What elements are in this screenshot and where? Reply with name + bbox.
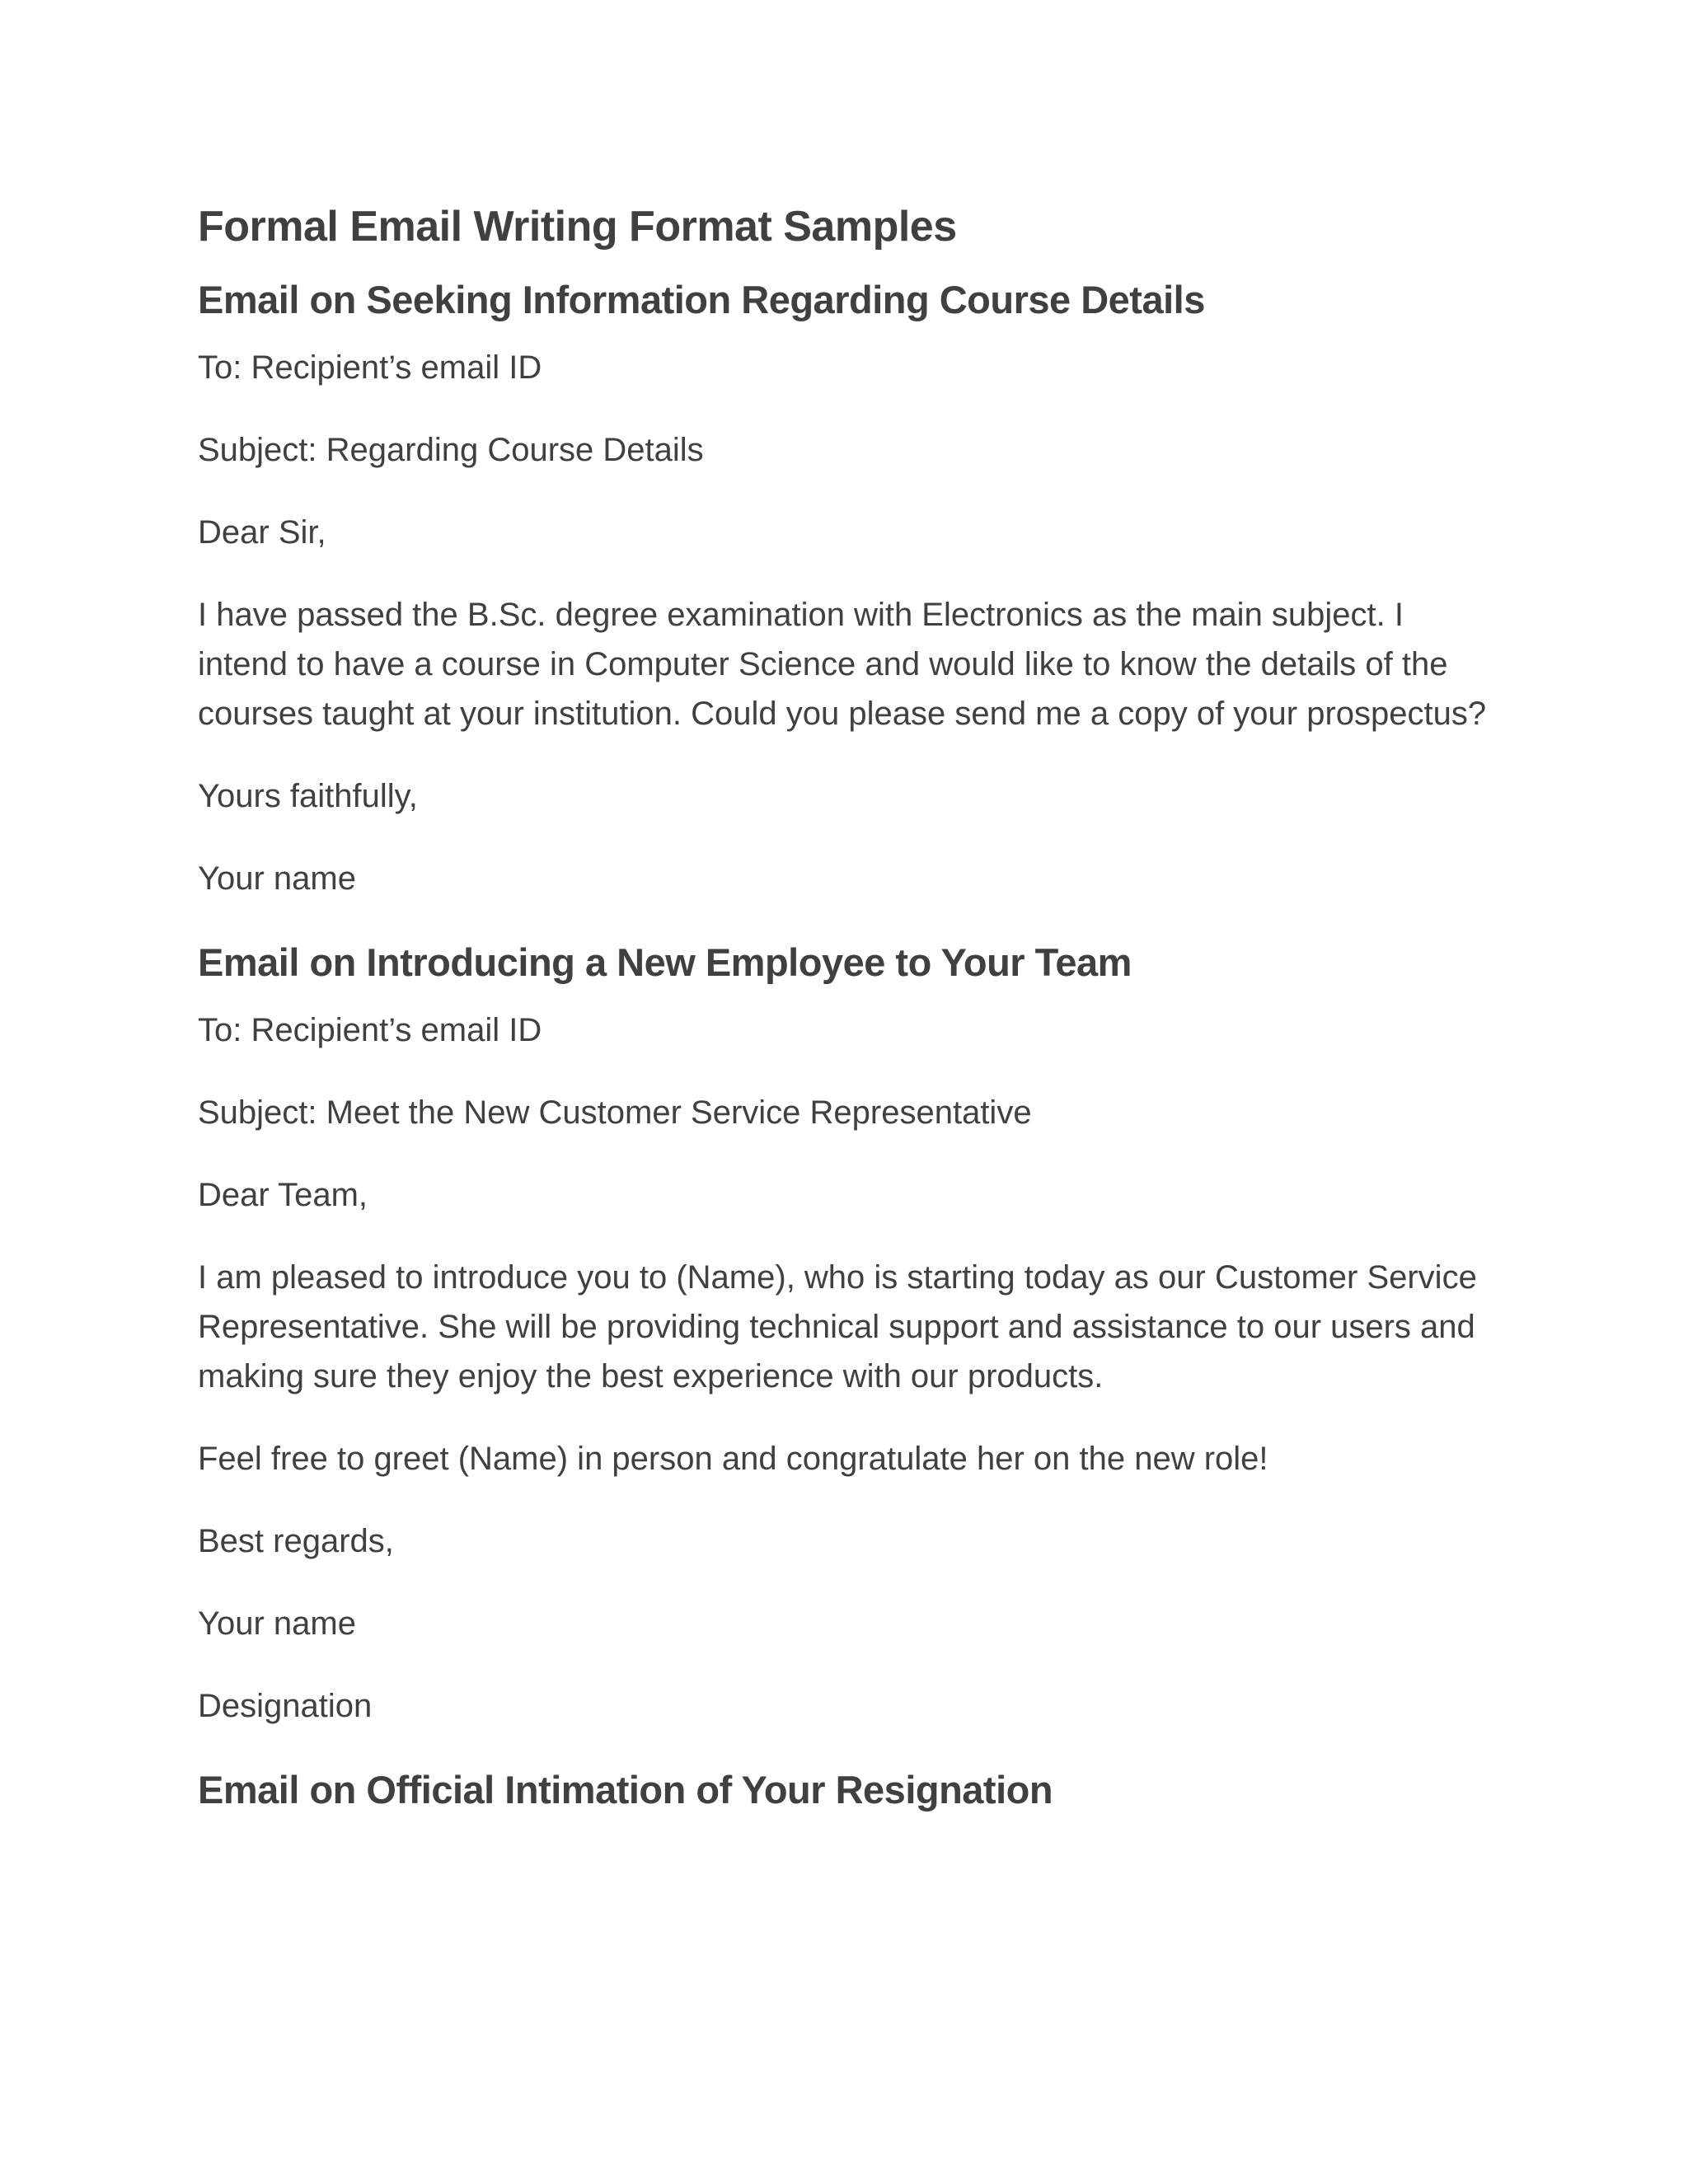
document-page	[198, 198, 1500, 1833]
email-signature-designation: Designation	[198, 1688, 373, 1724]
email-closing: Yours faithfully,	[198, 778, 418, 814]
email-to-line: To: Recipient’s email ID	[198, 1012, 542, 1048]
email-salutation: Dear Team,	[198, 1177, 368, 1213]
email-subject-line: Subject: Regarding Course Details	[198, 432, 704, 468]
email-closing: Best regards,	[198, 1523, 394, 1559]
document-title: Formal Email Writing Format Samples	[198, 203, 957, 251]
email-signature-name: Your name	[198, 1605, 356, 1642]
email-sample-course-details	[198, 274, 1500, 903]
email-body: I have passed the B.Sc. degree examination with Electronics as the main subject. I intend to have a course in Computer Science and would like to know the details of the courses taught at your institution. Could you please send me a copy of your prospectus?	[198, 597, 1487, 732]
email-body-greeting-note: Feel free to greet (Name) in person and congratulate her on the new role!	[198, 1441, 1268, 1477]
section-heading: Email on Official Intimation of Your Resignation	[198, 1768, 1053, 1811]
email-sample-new-employee	[198, 936, 1500, 1731]
email-to-line: To: Recipient’s email ID	[198, 349, 542, 386]
email-signature-name: Your name	[198, 860, 356, 897]
section-heading: Email on Seeking Information Regarding Course Details	[198, 278, 1205, 321]
email-salutation: Dear Sir,	[198, 514, 326, 551]
email-body: I am pleased to introduce you to (Name), who is starting today as our Customer Service Representative. She will be providing technical support and assistance to our users and making sure they enjoy the best experience with our products.	[198, 1259, 1477, 1394]
email-subject-line: Subject: Meet the New Customer Service Representative	[198, 1094, 1032, 1131]
email-sample-resignation	[198, 1764, 1500, 1816]
section-heading: Email on Introducing a New Employee to Your Team	[198, 940, 1132, 984]
